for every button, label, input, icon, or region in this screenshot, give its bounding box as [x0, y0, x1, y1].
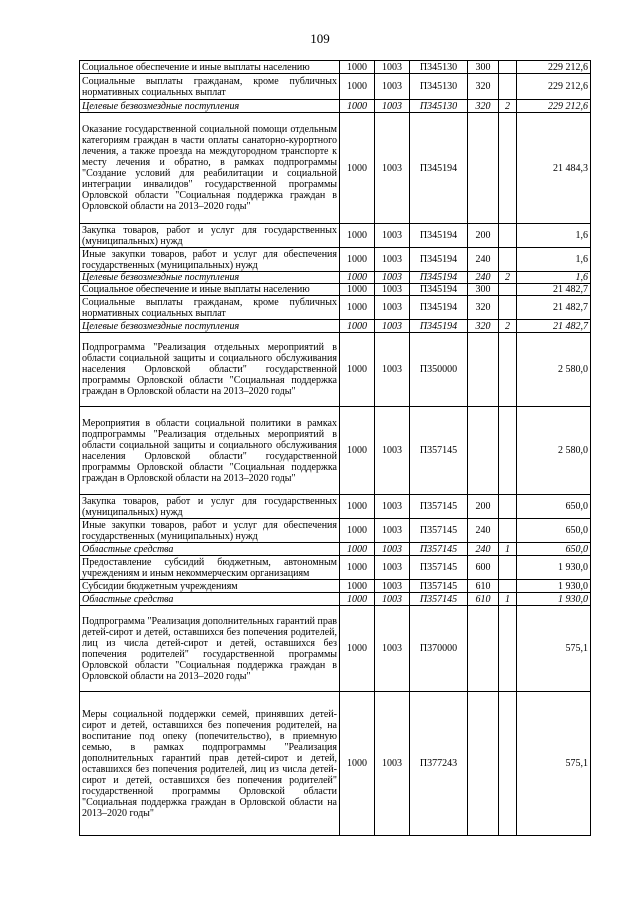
table-row: [80, 333, 591, 407]
funding-source-cell: [499, 580, 517, 593]
funding-source-cell: [499, 606, 517, 692]
budget-table-body: [80, 61, 591, 836]
section-code-cell: 1000: [340, 284, 375, 296]
section-code-cell: 1000: [340, 100, 375, 113]
funding-source-cell: [499, 495, 517, 519]
row-name-cell: Целевые безвозмездные поступления: [80, 320, 340, 333]
funding-source-cell: [499, 296, 517, 320]
subsection-code-cell: 1003: [375, 606, 410, 692]
subsection-code-cell: 1003: [375, 519, 410, 543]
funding-source-cell: 1: [499, 543, 517, 556]
amount-cell: 1 930,0: [517, 556, 591, 580]
table-row: [80, 224, 591, 248]
subsection-code-cell: 1003: [375, 580, 410, 593]
expense-type-cell: 200: [468, 224, 499, 248]
section-code-cell: 1000: [340, 606, 375, 692]
subsection-code-cell: 1003: [375, 556, 410, 580]
amount-cell: 650,0: [517, 519, 591, 543]
row-name-cell: Целевые безвозмездные поступления: [80, 272, 340, 284]
funding-source-cell: [499, 284, 517, 296]
expense-type-cell: [468, 113, 499, 224]
article-code-cell: П345194: [410, 284, 468, 296]
article-code-cell: П345194: [410, 296, 468, 320]
amount-cell: 1,6: [517, 272, 591, 284]
table-row: [80, 61, 591, 74]
amount-cell: 1,6: [517, 248, 591, 272]
funding-source-cell: 2: [499, 320, 517, 333]
subsection-code-cell: 1003: [375, 248, 410, 272]
funding-source-cell: [499, 248, 517, 272]
subsection-code-cell: 1003: [375, 113, 410, 224]
section-code-cell: 1000: [340, 320, 375, 333]
article-code-cell: П345194: [410, 320, 468, 333]
amount-cell: 229 212,6: [517, 100, 591, 113]
amount-cell: 1,6: [517, 224, 591, 248]
amount-cell: 21 482,7: [517, 284, 591, 296]
table-row: [80, 296, 591, 320]
row-name-cell: Областные средства: [80, 593, 340, 606]
subsection-code-cell: 1003: [375, 692, 410, 836]
article-code-cell: П377243: [410, 692, 468, 836]
table-row: [80, 113, 591, 224]
expense-type-cell: 320: [468, 296, 499, 320]
section-code-cell: 1000: [340, 61, 375, 74]
expense-type-cell: 300: [468, 284, 499, 296]
section-code-cell: 1000: [340, 580, 375, 593]
section-code-cell: 1000: [340, 593, 375, 606]
section-code-cell: 1000: [340, 495, 375, 519]
table-row: [80, 692, 591, 836]
budget-table: [79, 60, 591, 836]
expense-type-cell: 240: [468, 543, 499, 556]
section-code-cell: 1000: [340, 224, 375, 248]
expense-type-cell: 320: [468, 320, 499, 333]
expense-type-cell: 240: [468, 272, 499, 284]
article-code-cell: П370000: [410, 606, 468, 692]
article-code-cell: П357145: [410, 407, 468, 495]
article-code-cell: П345130: [410, 74, 468, 100]
amount-cell: 21 484,3: [517, 113, 591, 224]
subsection-code-cell: 1003: [375, 593, 410, 606]
amount-cell: 575,1: [517, 692, 591, 836]
subsection-code-cell: 1003: [375, 543, 410, 556]
amount-cell: 229 212,6: [517, 61, 591, 74]
row-name-cell: Социальное обеспечение и иные выплаты населению: [80, 61, 340, 74]
funding-source-cell: [499, 224, 517, 248]
subsection-code-cell: 1003: [375, 495, 410, 519]
amount-cell: 21 482,7: [517, 296, 591, 320]
article-code-cell: П345130: [410, 100, 468, 113]
subsection-code-cell: 1003: [375, 61, 410, 74]
row-name-cell: Подпрограмма "Реализация отдельных мероприятий в области социальной защиты и социального обслуживания населения Орловской области" государственной программы Орловской области "Социальная поддержка граждан в Орловской области на 2013–2020 годы": [80, 333, 340, 407]
row-name-cell: Социальное обеспечение и иные выплаты населению: [80, 284, 340, 296]
table-row: [80, 100, 591, 113]
section-code-cell: 1000: [340, 692, 375, 836]
section-code-cell: 1000: [340, 519, 375, 543]
table-row: [80, 556, 591, 580]
amount-cell: 1 930,0: [517, 580, 591, 593]
row-name-cell: Иные закупки товаров, работ и услуг для обеспечения государственных (муниципальных) нужд: [80, 519, 340, 543]
article-code-cell: П357145: [410, 556, 468, 580]
table-row: [80, 606, 591, 692]
article-code-cell: П345194: [410, 113, 468, 224]
row-name-cell: Предоставление субсидий бюджетным, автономным учреждениям и иным некоммерческим организациям: [80, 556, 340, 580]
article-code-cell: П350000: [410, 333, 468, 407]
table-row: [80, 593, 591, 606]
subsection-code-cell: 1003: [375, 272, 410, 284]
table-row: [80, 519, 591, 543]
amount-cell: 2 580,0: [517, 333, 591, 407]
table-row: [80, 248, 591, 272]
row-name-cell: Мероприятия в области социальной политики в рамках подпрограммы "Реализация отдельных мероприятий в области социальной защиты и социального обслуживания населения Орловской области" государственной программы Орловской области "Социальная поддержка граждан в Орловской области на 2013–2020 годы": [80, 407, 340, 495]
table-row: [80, 543, 591, 556]
funding-source-cell: [499, 407, 517, 495]
section-code-cell: 1000: [340, 333, 375, 407]
section-code-cell: 1000: [340, 248, 375, 272]
page-number: 109: [310, 31, 330, 46]
amount-cell: 2 580,0: [517, 407, 591, 495]
row-name-cell: Закупка товаров, работ и услуг для государственных (муниципальных) нужд: [80, 495, 340, 519]
section-code-cell: 1000: [340, 272, 375, 284]
subsection-code-cell: 1003: [375, 407, 410, 495]
expense-type-cell: 320: [468, 74, 499, 100]
expense-type-cell: 200: [468, 495, 499, 519]
expense-type-cell: 320: [468, 100, 499, 113]
subsection-code-cell: 1003: [375, 74, 410, 100]
article-code-cell: П357145: [410, 593, 468, 606]
row-name-cell: Областные средства: [80, 543, 340, 556]
subsection-code-cell: 1003: [375, 296, 410, 320]
expense-type-cell: 240: [468, 248, 499, 272]
amount-cell: 21 482,7: [517, 320, 591, 333]
expense-type-cell: [468, 333, 499, 407]
row-name-cell: Социальные выплаты гражданам, кроме публичных нормативных социальных выплат: [80, 74, 340, 100]
row-name-cell: Меры социальной поддержки семей, принявших детей-сирот и детей, оставшихся без попечения родителей, на воспитание под опеку (попечительство), в приемную семью, в рамках подпрограммы "Реализация дополнительных гарантий прав детей-сирот и детей, оставшихся без попечения родителей, лиц из числа детей-сирот и детей, оставшихся без попечения родителей" государственной программы Орловской области "Социальная поддержка граждан в Орловской области на 2013–2020 годы": [80, 692, 340, 836]
table-row: [80, 74, 591, 100]
expense-type-cell: [468, 407, 499, 495]
article-code-cell: П357145: [410, 519, 468, 543]
subsection-code-cell: 1003: [375, 284, 410, 296]
table-row: [80, 407, 591, 495]
amount-cell: 1 930,0: [517, 593, 591, 606]
subsection-code-cell: 1003: [375, 320, 410, 333]
funding-source-cell: 1: [499, 593, 517, 606]
expense-type-cell: 600: [468, 556, 499, 580]
funding-source-cell: 2: [499, 272, 517, 284]
amount-cell: 650,0: [517, 495, 591, 519]
article-code-cell: П357145: [410, 495, 468, 519]
subsection-code-cell: 1003: [375, 100, 410, 113]
row-name-cell: Субсидии бюджетным учреждениям: [80, 580, 340, 593]
article-code-cell: П345130: [410, 61, 468, 74]
funding-source-cell: [499, 692, 517, 836]
article-code-cell: П357145: [410, 543, 468, 556]
table-row: [80, 495, 591, 519]
row-name-cell: Иные закупки товаров, работ и услуг для обеспечения государственных (муниципальных) нужд: [80, 248, 340, 272]
row-name-cell: Подпрограмма "Реализация дополнительных гарантий прав детей-сирот и детей, оставшихся без попечения родителей, лиц из числа детей-сирот и детей, оставшихся без попечения родителей" государственной программы Орловской области "Социальная поддержка граждан в Орловской области на 2013–2020 годы": [80, 606, 340, 692]
row-name-cell: Оказание государственной социальной помощи отдельным категориям граждан в части оплаты санаторно-курортного лечения, а также проезда на междугородном транспорте к месту лечения и обратно, в рамках подпрограммы "Создание условий для реабилитации и социальной интеграции инвалидов" государственной программы Орловской области "Социальная поддержка граждан в Орловской области на 2013–2020 годы": [80, 113, 340, 224]
row-name-cell: Социальные выплаты гражданам, кроме публичных нормативных социальных выплат: [80, 296, 340, 320]
funding-source-cell: [499, 61, 517, 74]
table-row: [80, 580, 591, 593]
expense-type-cell: 240: [468, 519, 499, 543]
table-row: [80, 272, 591, 284]
section-code-cell: 1000: [340, 543, 375, 556]
row-name-cell: Целевые безвозмездные поступления: [80, 100, 340, 113]
funding-source-cell: [499, 113, 517, 224]
funding-source-cell: [499, 556, 517, 580]
expense-type-cell: [468, 606, 499, 692]
table-row: [80, 284, 591, 296]
expense-type-cell: 610: [468, 580, 499, 593]
section-code-cell: 1000: [340, 74, 375, 100]
section-code-cell: 1000: [340, 296, 375, 320]
article-code-cell: П345194: [410, 272, 468, 284]
expense-type-cell: [468, 692, 499, 836]
amount-cell: 575,1: [517, 606, 591, 692]
section-code-cell: 1000: [340, 113, 375, 224]
section-code-cell: 1000: [340, 407, 375, 495]
table-row: [80, 320, 591, 333]
expense-type-cell: 300: [468, 61, 499, 74]
subsection-code-cell: 1003: [375, 224, 410, 248]
row-name-cell: Закупка товаров, работ и услуг для государственных (муниципальных) нужд: [80, 224, 340, 248]
funding-source-cell: 2: [499, 100, 517, 113]
article-code-cell: П357145: [410, 580, 468, 593]
article-code-cell: П345194: [410, 248, 468, 272]
funding-source-cell: [499, 519, 517, 543]
section-code-cell: 1000: [340, 556, 375, 580]
funding-source-cell: [499, 74, 517, 100]
expense-type-cell: 610: [468, 593, 499, 606]
article-code-cell: П345194: [410, 224, 468, 248]
subsection-code-cell: 1003: [375, 333, 410, 407]
amount-cell: 229 212,6: [517, 74, 591, 100]
funding-source-cell: [499, 333, 517, 407]
amount-cell: 650,0: [517, 543, 591, 556]
